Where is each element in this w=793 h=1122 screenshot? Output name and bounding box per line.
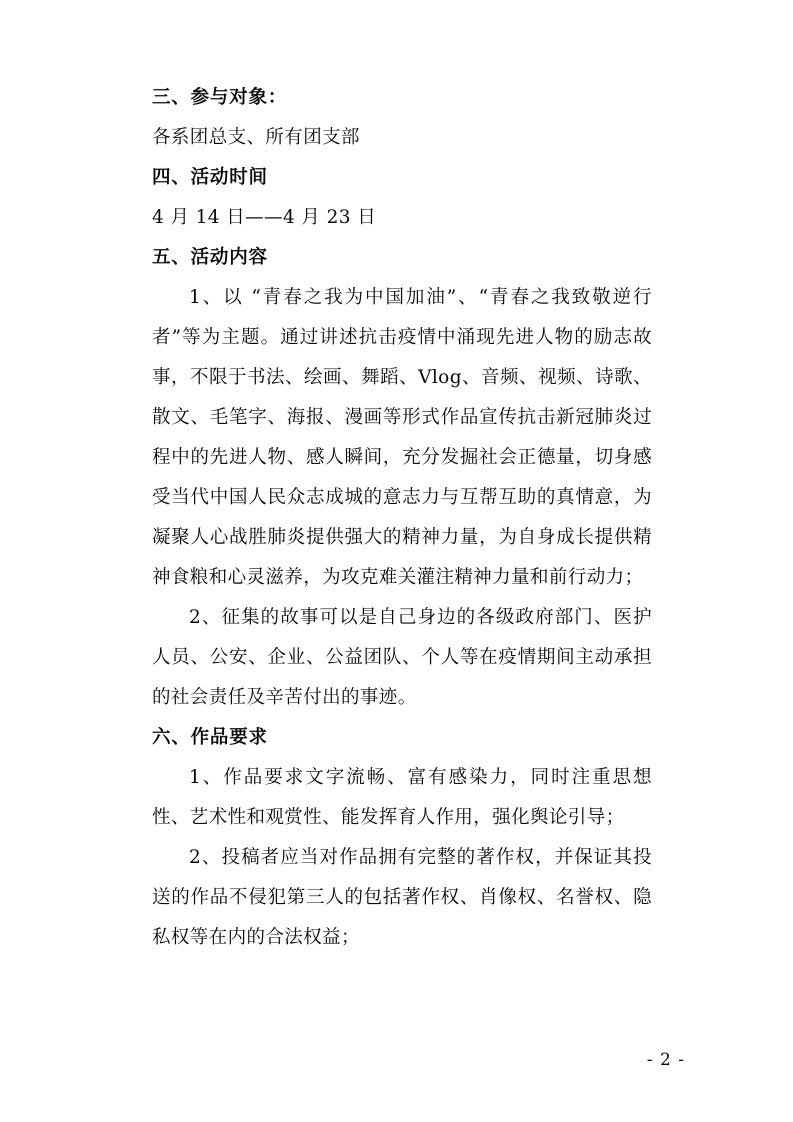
page-number: - 2 - [646,1050,685,1070]
document-body [152,78,652,958]
section-4-body: 4 月 14 日——4 月 23 日 [152,207,377,228]
section-6-item-1: 1、作品要求文字流畅、富有感染力，同时注重思想性、艺术性和观赏性、能发挥育人作用，强化舆论引导； [152,767,652,828]
section-6-item-2: 2、投稿者应当对作品拥有完整的著作权，并保证其投送的作品不侵犯第三人的包括著作权、肖像权、名誉权、隐私权等在内的合法权益； [152,847,652,948]
section-5-item-2: 2、征集的故事可以是自己身边的各级政府部门、医护人员、公安、企业、公益团队、个人等在疫情期间主动承担的社会责任及辛苦付出的事迹。 [152,607,652,708]
section-heading-3: 三、参与对象： [152,87,288,108]
section-heading-4: 四、活动时间 [152,167,268,188]
section-heading-6: 六、作品要求 [152,727,268,748]
section-3-body: 各系团总支、所有团支部 [152,127,360,148]
section-heading-5: 五、活动内容 [152,247,268,268]
section-5-item-1: 1、以 “青春之我为中国加油”、“青春之我致敬逆行者”等为主题。通过讲述抗击疫情中涌现先进人物的励志故事，不限于书法、绘画、舞蹈、Vlog、音频、视频、诗歌、散文、毛笔字、海报、漫画等形式作品宣传抗击新冠肺炎过程中的先进人物、感人瞬间，充分发掘社会正德量，切身感受当代中国人民众志成城的意志力与互帮互助的真情意，为凝聚人心战胜肺炎提供强大的精神力量，为自身成长提供精神食粮和心灵滋养，为攻克难关灌注精神力量和前行动力； [152,287,652,588]
